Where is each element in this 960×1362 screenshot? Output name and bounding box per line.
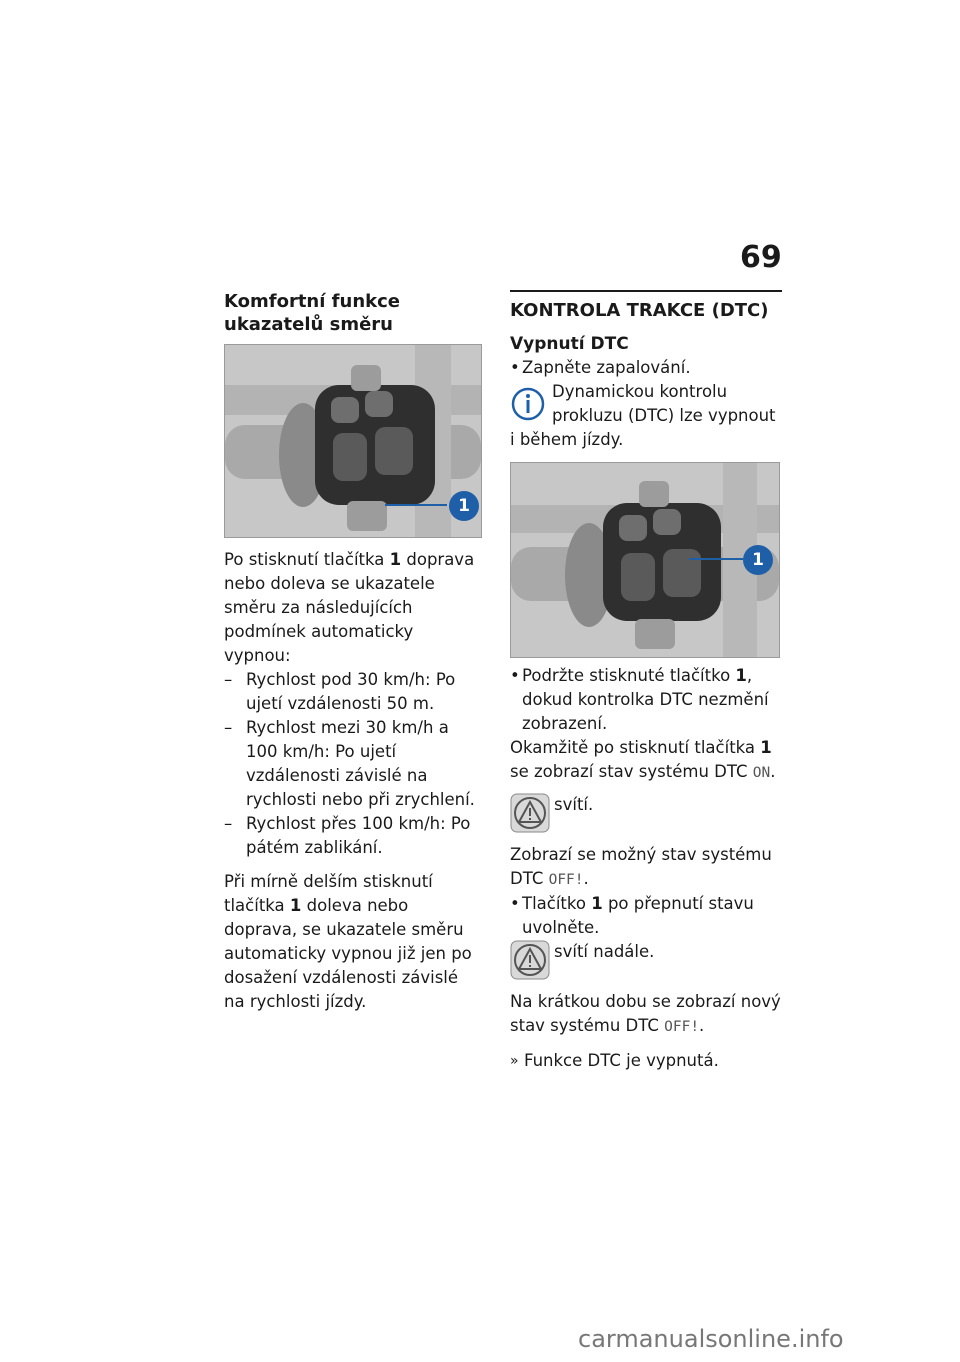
callout-1: 1 (449, 491, 479, 521)
lamp-status-still: svítí nadále. (554, 942, 655, 961)
list-item: – Rychlost mezi 30 km/h a 100 km/h: Po ujetí vzdálenosti závislé na rychlosti nebo při zrychlení. (224, 716, 482, 812)
right-column (510, 290, 782, 1073)
para-longer-press: Při mírně delším stisknutí tlačítka 1 doleva nebo doprava, se ukazatele směru automaticky vypnou již jen po dosažení vzdálenosti závislé na rychlosti jízdy. (224, 872, 472, 1011)
watermark: carmanualsonline.info (578, 1325, 844, 1353)
handlebar-switch-figure-2 (510, 462, 780, 658)
callout-1: 1 (743, 545, 773, 575)
list-item: • Tlačítko 1 po přepnutí stavu uvolněte. (510, 892, 782, 940)
warning-lamp-row-1 (510, 793, 782, 833)
section-heading-turn-indicators: Komfortní funkce ukazatelů směru (224, 291, 400, 335)
subheading-dtc-off: Vypnutí DTC (510, 334, 629, 354)
handlebar-switch-figure-1 (224, 344, 482, 538)
page-number: 69 (740, 240, 782, 275)
handlebar-illustration (511, 463, 779, 657)
list-item: – Rychlost pod 30 km/h: Po ujetí vzdálenosti 50 m. (224, 668, 482, 716)
warning-lamp-row-2 (510, 940, 782, 980)
list-item: • Podržte stisknuté tlačítko 1, dokud kontrolka DTC nezmění zobrazení. (510, 664, 782, 736)
steps-list-1 (510, 356, 782, 380)
dtc-warning-lamp-icon (510, 940, 550, 980)
section-title-dtc: KONTROLA TRAKCE (DTC) (510, 290, 782, 322)
para-state-on: Okamžitě po stisknutí tlačítka 1 se zobrazí stav systému DTC ON. (510, 738, 776, 781)
dtc-warning-lamp-icon (510, 793, 550, 833)
steps-list-3 (510, 892, 782, 940)
left-column (224, 290, 482, 1014)
lamp-status-lights: svítí. (554, 795, 594, 814)
result-line: » Funkce DTC je vypnutá. (510, 1049, 782, 1073)
conditions-list (224, 668, 482, 860)
dtc-state-off: OFF! (548, 872, 584, 888)
info-note: Dynamickou kontrolu prokluzu (DTC) lze vypnout i během jízdy. (510, 382, 776, 449)
para-possible-state: Zobrazí se možný stav systému DTC OFF!. (510, 845, 772, 888)
dtc-state-on: ON (752, 765, 771, 781)
handlebar-illustration (225, 345, 481, 537)
list-item: – Rychlost přes 100 km/h: Po pátém zablikání. (224, 812, 482, 860)
para-new-state: Na krátkou dobu se zobrazí nový stav systému DTC OFF!. (510, 992, 781, 1035)
para-auto-off: Po stisknutí tlačítka 1 doprava nebo doleva se ukazatele směru za následujících podmínek automaticky vypnou: (224, 550, 475, 665)
dtc-state-off: OFF! (664, 1019, 700, 1035)
info-icon (510, 386, 546, 422)
steps-list-2 (510, 664, 782, 736)
list-item: • Zapněte zapalování. (510, 356, 782, 380)
